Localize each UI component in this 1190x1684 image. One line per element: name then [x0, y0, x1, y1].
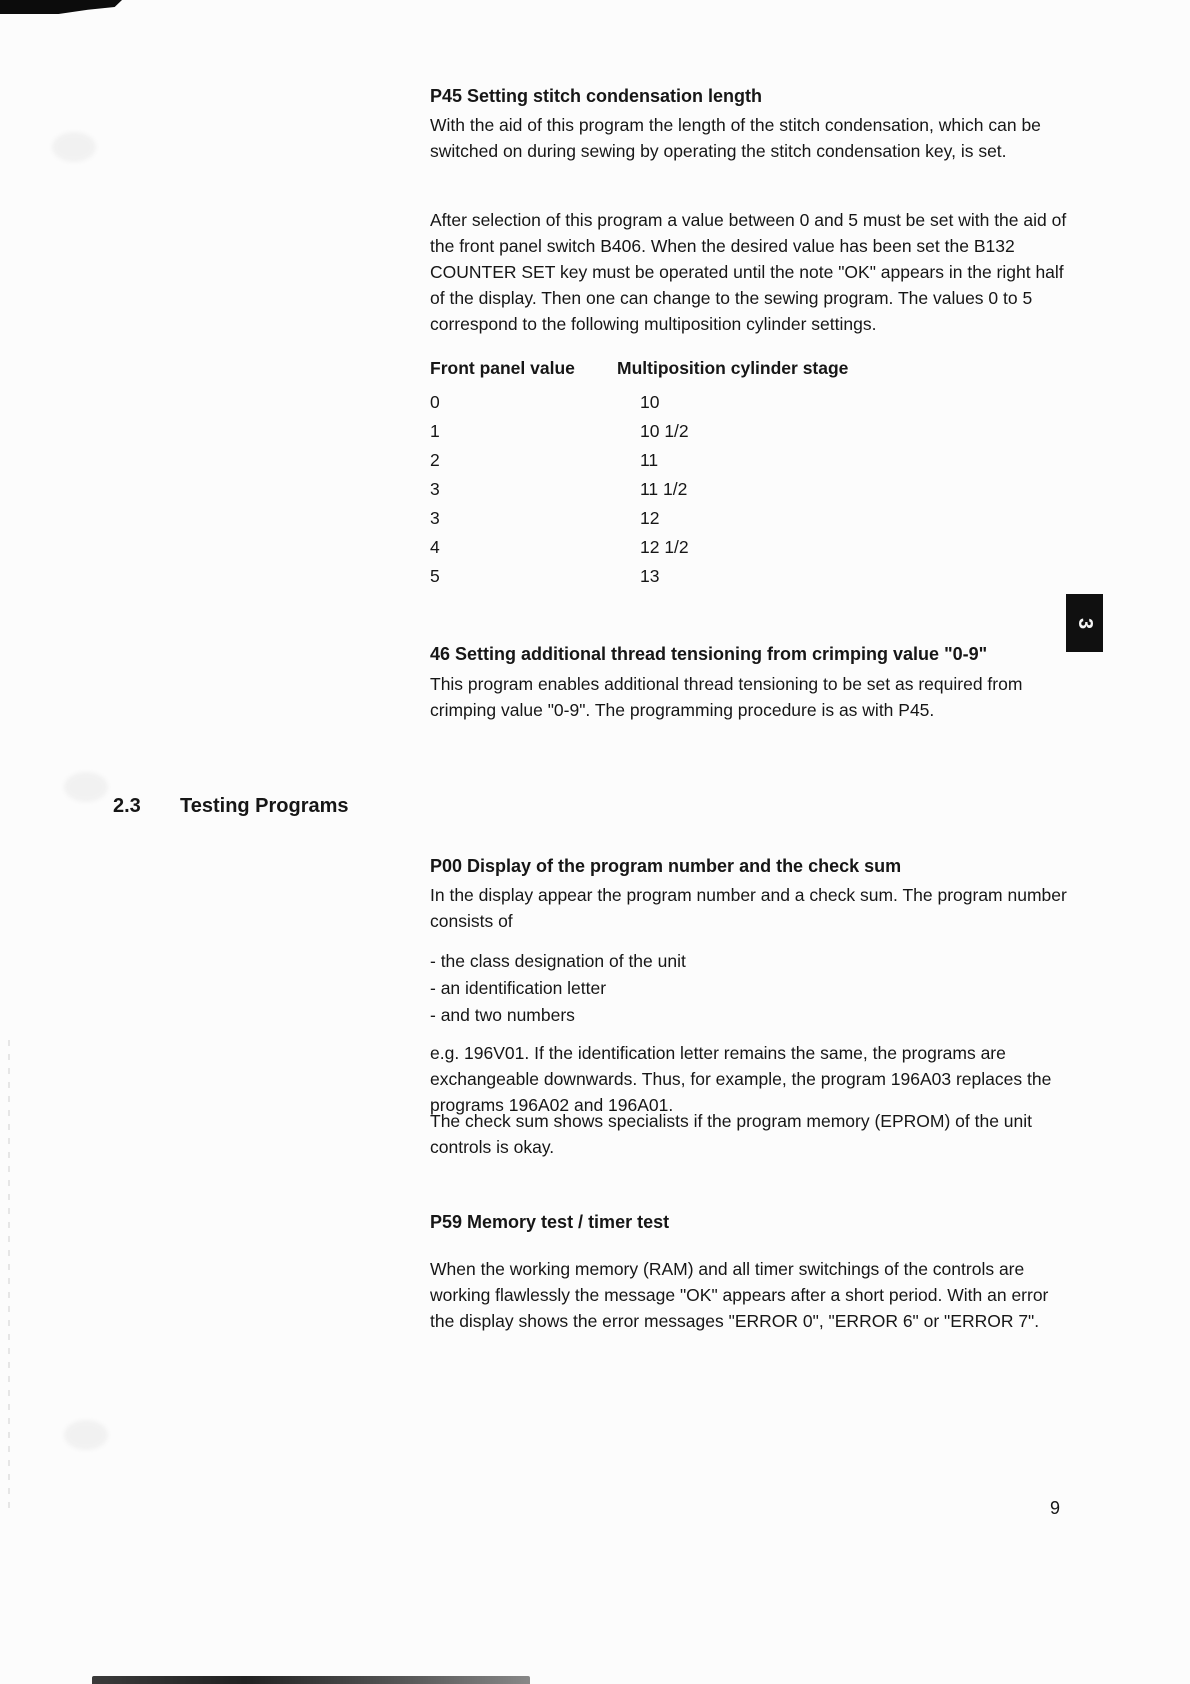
list-item: - the class designation of the unit — [430, 951, 686, 971]
p00-paragraph-3: The check sum shows specialists if the program memory (EPROM) of the unit controls is okay. — [430, 1111, 1033, 1157]
front-panel-value: 5 — [430, 566, 440, 586]
front-panel-value: 0 — [430, 392, 440, 412]
p45-paragraph-1: With the aid of this program the length of the stitch condensation, which can be switched on during sewing by operating the stitch condensation key, is set. — [430, 115, 1041, 161]
cylinder-stage: 10 — [640, 392, 660, 412]
p45-paragraph-2: After selection of this program a value between 0 and 5 must be set with the aid of the front panel switch B406. When the desired value has been set the B132 COUNTER SET key must be operated until the note "OK" appears in the right half of the display. Then one can change to the sewing program. The values 0 to 5 correspond to the following multiposition cylinder settings. — [430, 210, 1067, 334]
scan-artifact-margin-line — [8, 1040, 10, 1510]
front-panel-value: 3 — [430, 508, 440, 528]
table-row — [430, 417, 1068, 446]
front-panel-value: 4 — [430, 537, 440, 557]
front-panel-value: 2 — [430, 450, 440, 470]
section-heading — [113, 793, 349, 819]
section-title: Testing Programs — [180, 795, 349, 817]
p59-paragraph: When the working memory (RAM) and all timer switchings of the controls are working flawlessly the message "OK" appears after a short period. With an error the display shows the error messages "ERROR 0", "ERROR 6" or "ERROR 7". — [430, 1259, 1049, 1331]
cylinder-settings-table — [430, 356, 1068, 591]
front-panel-value: 1 — [430, 421, 440, 441]
scan-smudge — [64, 772, 108, 802]
p00-bullet-list — [430, 948, 1068, 1029]
column-header-cylinder-stage: Multiposition cylinder stage — [617, 358, 849, 378]
heading-p46: 46 Setting additional thread tensioning from crimping value "0-9" — [430, 644, 988, 664]
cylinder-stage: 10 1/2 — [640, 421, 689, 441]
front-panel-value: 3 — [430, 479, 440, 499]
heading-p00: P00 Display of the program number and the check sum — [430, 856, 902, 876]
cylinder-stage: 11 1/2 — [640, 479, 688, 499]
heading-p45: P45 Setting stitch condensation length — [430, 86, 763, 106]
table-row — [430, 504, 1068, 533]
p00-paragraph-2: e.g. 196V01. If the identification letter remains the same, the programs are exchangeable downwards. Thus, for example, the program 196A03 replaces the programs 196A02 and 196A01. — [430, 1043, 1052, 1115]
cylinder-stage: 11 — [640, 450, 659, 470]
table-row — [430, 533, 1068, 562]
table-row — [430, 475, 1068, 504]
cylinder-stage: 13 — [640, 566, 660, 586]
table-header-row — [430, 356, 1068, 381]
page-number: 9 — [1050, 1498, 1061, 1518]
table-row — [430, 388, 1068, 417]
column-header-front-panel-value: Front panel value — [430, 358, 575, 378]
scan-smudge — [52, 132, 96, 162]
heading-p59: P59 Memory test / timer test — [430, 1212, 670, 1232]
scan-artifact-top — [0, 0, 122, 14]
p46-paragraph: This program enables additional thread tensioning to be set as required from crimping value "0-9". The programming procedure is as with P45. — [430, 674, 1023, 720]
cylinder-stage: 12 — [640, 508, 660, 528]
p00-paragraph-1: In the display appear the program number and a check sum. The program number consists of — [430, 885, 1067, 931]
list-item: - and two numbers — [430, 1005, 575, 1025]
section-number: 2.3 — [113, 795, 141, 817]
scan-smudge — [64, 1420, 108, 1450]
cylinder-stage: 12 1/2 — [640, 537, 689, 557]
scan-artifact-bottom — [92, 1676, 530, 1684]
list-item: - an identification letter — [430, 978, 607, 998]
table-row — [430, 562, 1068, 591]
table-row — [430, 446, 1068, 475]
chapter-side-tab-label: 3 — [1074, 617, 1096, 629]
